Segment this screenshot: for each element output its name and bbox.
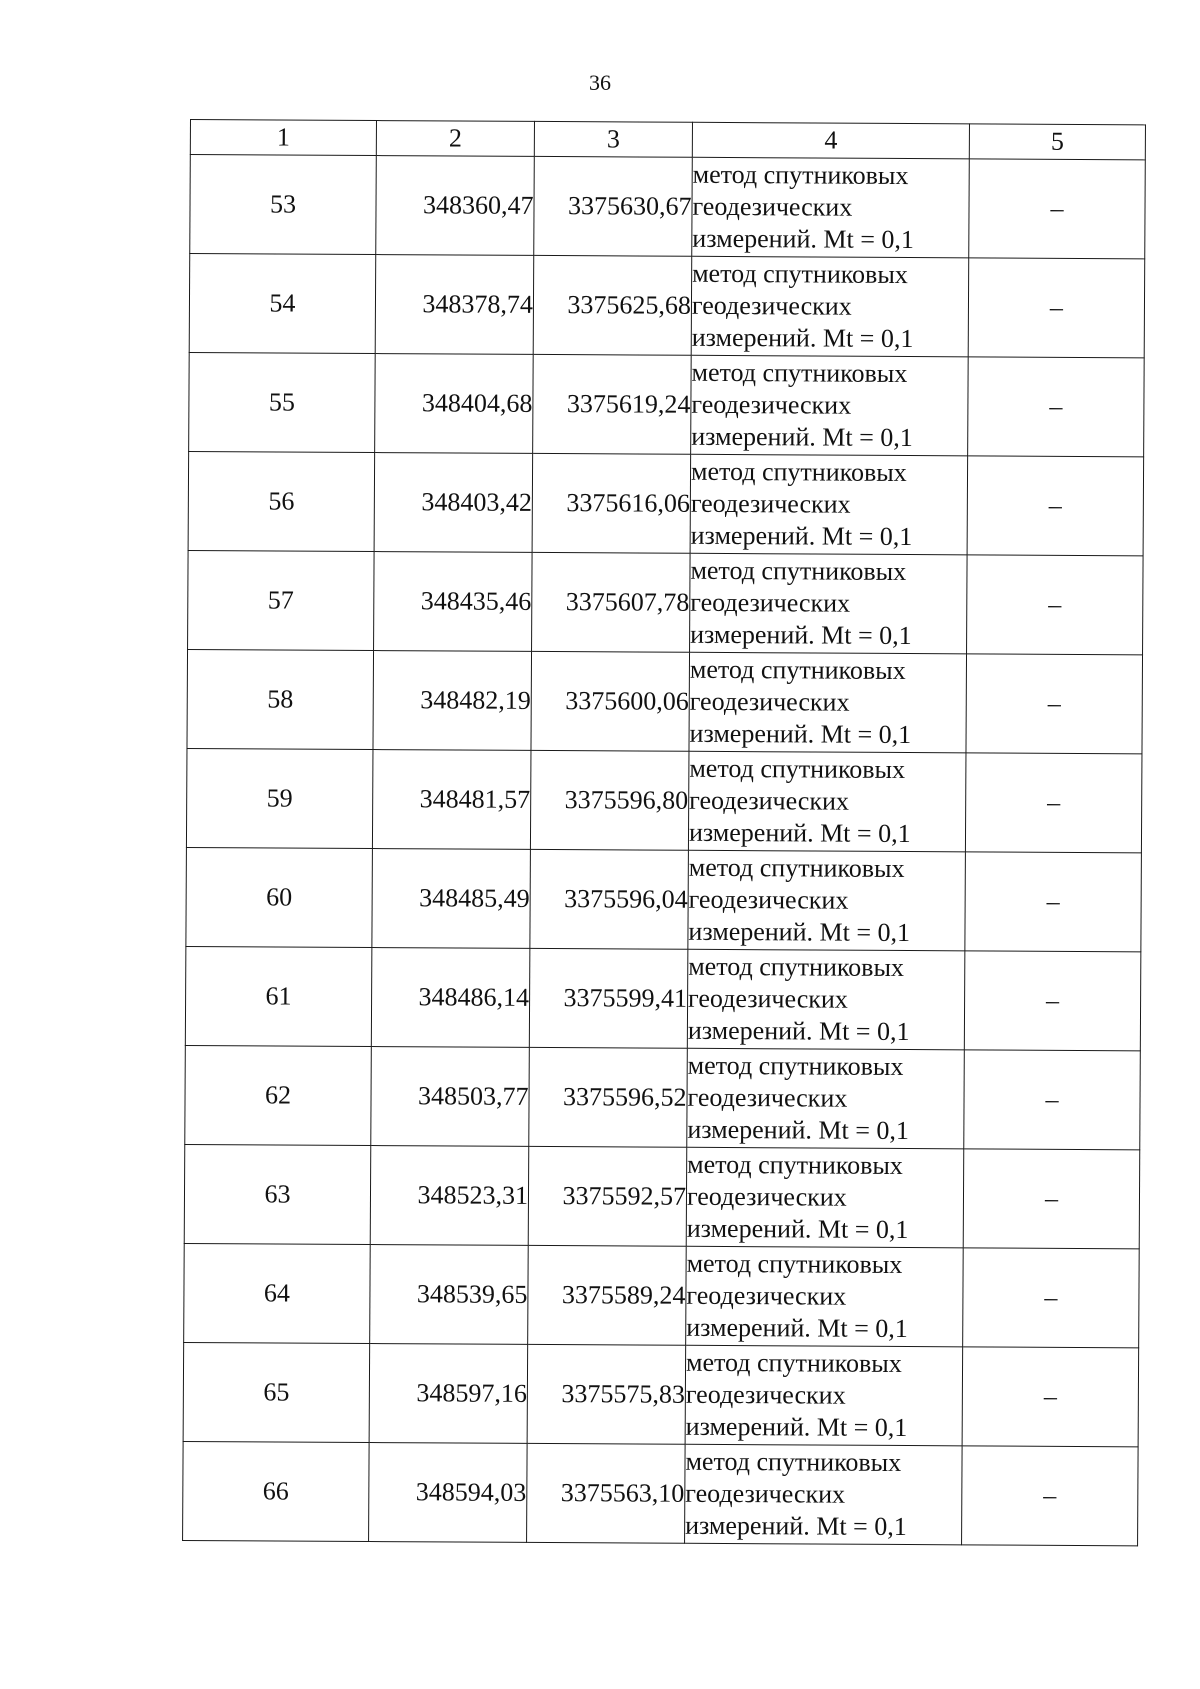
table-row [189, 254, 1145, 358]
point-number-cell: 62 [185, 1045, 372, 1145]
method-cell [690, 454, 968, 555]
y-coordinate-cell: 3375589,24 [528, 1245, 687, 1345]
x-coordinate-cell: 348435,46 [374, 552, 533, 652]
method-line: измерений. Mt = 0,1 [690, 520, 913, 552]
method-line: метод спутниковых [686, 1248, 903, 1279]
x-coordinate-cell: 348539,65 [370, 1245, 529, 1345]
table-row [184, 1144, 1140, 1248]
x-coordinate-cell: 348378,74 [375, 255, 534, 355]
method-line: геодезических [691, 290, 852, 321]
column-header: 4 [692, 122, 969, 159]
column-header: 2 [376, 121, 534, 157]
table-row [183, 1342, 1139, 1446]
point-number-cell: 59 [186, 748, 373, 848]
note-cell: – [968, 357, 1145, 457]
point-number-cell: 56 [188, 451, 375, 551]
method-cell [686, 1246, 964, 1347]
coordinates-table [182, 119, 1146, 1546]
method-cell [685, 1444, 963, 1545]
y-coordinate-cell: 3375619,24 [533, 354, 692, 454]
note-cell: – [967, 555, 1144, 655]
note-cell: – [964, 1050, 1141, 1150]
y-coordinate-cell: 3375607,78 [532, 552, 691, 652]
point-number-cell: 58 [187, 649, 374, 749]
note-cell: – [966, 654, 1143, 754]
method-line: метод спутниковых [685, 1347, 902, 1378]
method-line: измерений. Mt = 0,1 [691, 421, 913, 453]
point-number-cell: 60 [186, 847, 373, 947]
method-cell [691, 256, 969, 357]
method-line: геодезических [686, 1181, 847, 1212]
method-line: измерений. Mt = 0,1 [691, 322, 914, 354]
method-line: измерений. Mt = 0,1 [688, 817, 911, 849]
y-coordinate-cell: 3375563,10 [527, 1443, 686, 1543]
method-line: измерений. Mt = 0,1 [687, 1015, 910, 1047]
page-number: 36 [589, 70, 611, 95]
point-number-cell: 55 [189, 352, 376, 452]
method-line: геодезических [689, 785, 850, 816]
method-cell [688, 751, 966, 852]
note-cell: – [967, 456, 1144, 556]
method-line: измерений. Mt = 0,1 [685, 1510, 907, 1542]
y-coordinate-cell: 3375596,04 [530, 849, 689, 949]
method-line: геодезических [690, 587, 851, 618]
table-header-row [190, 120, 1145, 160]
y-coordinate-cell: 3375596,80 [530, 750, 689, 850]
method-line: метод спутниковых [689, 753, 906, 785]
method-line: измерений. Mt = 0,1 [690, 619, 912, 651]
method-line: метод спутниковых [690, 555, 907, 587]
x-coordinate-cell: 348486,14 [371, 948, 530, 1048]
method-cell [689, 652, 967, 753]
table-row [185, 1045, 1141, 1149]
method-line: метод спутниковых [687, 1050, 904, 1081]
note-cell: – [962, 1347, 1139, 1447]
x-coordinate-cell: 348503,77 [371, 1047, 530, 1147]
method-line: геодезических [692, 191, 853, 222]
method-line: метод спутниковых [685, 1446, 902, 1477]
table-row [186, 748, 1142, 852]
method-line: метод спутниковых [689, 654, 906, 686]
method-line: измерений. Mt = 0,1 [692, 223, 915, 255]
method-line: геодезических [687, 1082, 848, 1113]
method-cell [690, 553, 968, 654]
x-coordinate-cell: 348481,57 [372, 750, 531, 850]
method-cell [687, 1048, 965, 1149]
y-coordinate-cell: 3375625,68 [533, 255, 692, 355]
x-coordinate-cell: 348404,68 [375, 354, 534, 454]
x-coordinate-cell: 348597,16 [369, 1344, 528, 1444]
note-cell: – [968, 258, 1145, 358]
method-line: метод спутниковых [688, 951, 905, 983]
method-line: измерений. Mt = 0,1 [685, 1411, 908, 1443]
method-cell [687, 949, 965, 1050]
table-row [184, 1243, 1140, 1347]
method-cell [688, 850, 966, 951]
y-coordinate-cell: 3375596,52 [529, 1047, 688, 1147]
method-line: метод спутниковых [688, 852, 905, 884]
method-line: измерений. Mt = 0,1 [686, 1213, 909, 1245]
y-coordinate-cell: 3375630,67 [534, 156, 693, 256]
point-number-cell: 64 [184, 1243, 371, 1343]
table-row [189, 352, 1145, 456]
table-row [190, 155, 1146, 259]
point-number-cell: 53 [190, 155, 377, 255]
point-number-cell: 65 [183, 1342, 370, 1442]
method-line: измерений. Mt = 0,1 [689, 718, 912, 750]
method-line: геодезических [688, 884, 849, 915]
method-line: геодезических [690, 488, 851, 519]
x-coordinate-cell: 348594,03 [369, 1443, 528, 1543]
x-coordinate-cell: 348403,42 [374, 453, 533, 553]
note-cell: – [963, 1248, 1140, 1348]
x-coordinate-cell: 348482,19 [373, 651, 532, 751]
method-line: геодезических [686, 1280, 847, 1311]
x-coordinate-cell: 348485,49 [372, 849, 531, 949]
y-coordinate-cell: 3375600,06 [531, 651, 690, 751]
y-coordinate-cell: 3375616,06 [532, 453, 691, 553]
method-line: метод спутниковых [690, 456, 907, 488]
note-cell: – [964, 951, 1141, 1051]
point-number-cell: 54 [189, 254, 376, 354]
column-header: 5 [969, 124, 1145, 160]
method-cell [685, 1345, 963, 1446]
table-row [186, 847, 1142, 951]
method-line: измерений. Mt = 0,1 [686, 1312, 908, 1344]
method-line: метод спутниковых [692, 258, 908, 290]
method-line: измерений. Mt = 0,1 [687, 1114, 910, 1146]
table-row [185, 946, 1141, 1050]
point-number-cell: 57 [188, 550, 375, 650]
table-row [188, 550, 1144, 654]
column-header: 1 [190, 120, 376, 156]
x-coordinate-cell: 348360,47 [376, 156, 535, 256]
note-cell: – [962, 1446, 1139, 1546]
method-line: геодезических [685, 1379, 846, 1410]
note-cell: – [969, 159, 1146, 259]
method-line: геодезических [689, 686, 850, 717]
method-line: метод спутниковых [692, 159, 909, 191]
table-row [187, 649, 1143, 753]
x-coordinate-cell: 348523,31 [370, 1146, 529, 1246]
table-row [188, 451, 1144, 555]
method-line: геодезических [685, 1478, 846, 1509]
column-header: 3 [534, 121, 692, 157]
method-line: метод спутниковых [687, 1149, 903, 1180]
note-cell: – [963, 1149, 1140, 1249]
y-coordinate-cell: 3375592,57 [528, 1146, 687, 1246]
point-number-cell: 66 [183, 1441, 370, 1541]
method-line: измерений. Mt = 0,1 [688, 916, 911, 948]
point-number-cell: 61 [185, 946, 372, 1046]
y-coordinate-cell: 3375575,83 [527, 1344, 686, 1444]
note-cell: – [965, 852, 1142, 952]
method-line: геодезических [691, 389, 852, 420]
point-number-cell: 63 [184, 1144, 371, 1244]
method-cell [692, 157, 970, 258]
note-cell: – [965, 753, 1142, 853]
method-cell [686, 1147, 964, 1248]
y-coordinate-cell: 3375599,41 [529, 948, 688, 1048]
table-row [183, 1441, 1139, 1545]
method-line: геодезических [688, 983, 848, 1014]
method-cell [691, 355, 969, 456]
method-line: метод спутниковых [691, 357, 908, 389]
